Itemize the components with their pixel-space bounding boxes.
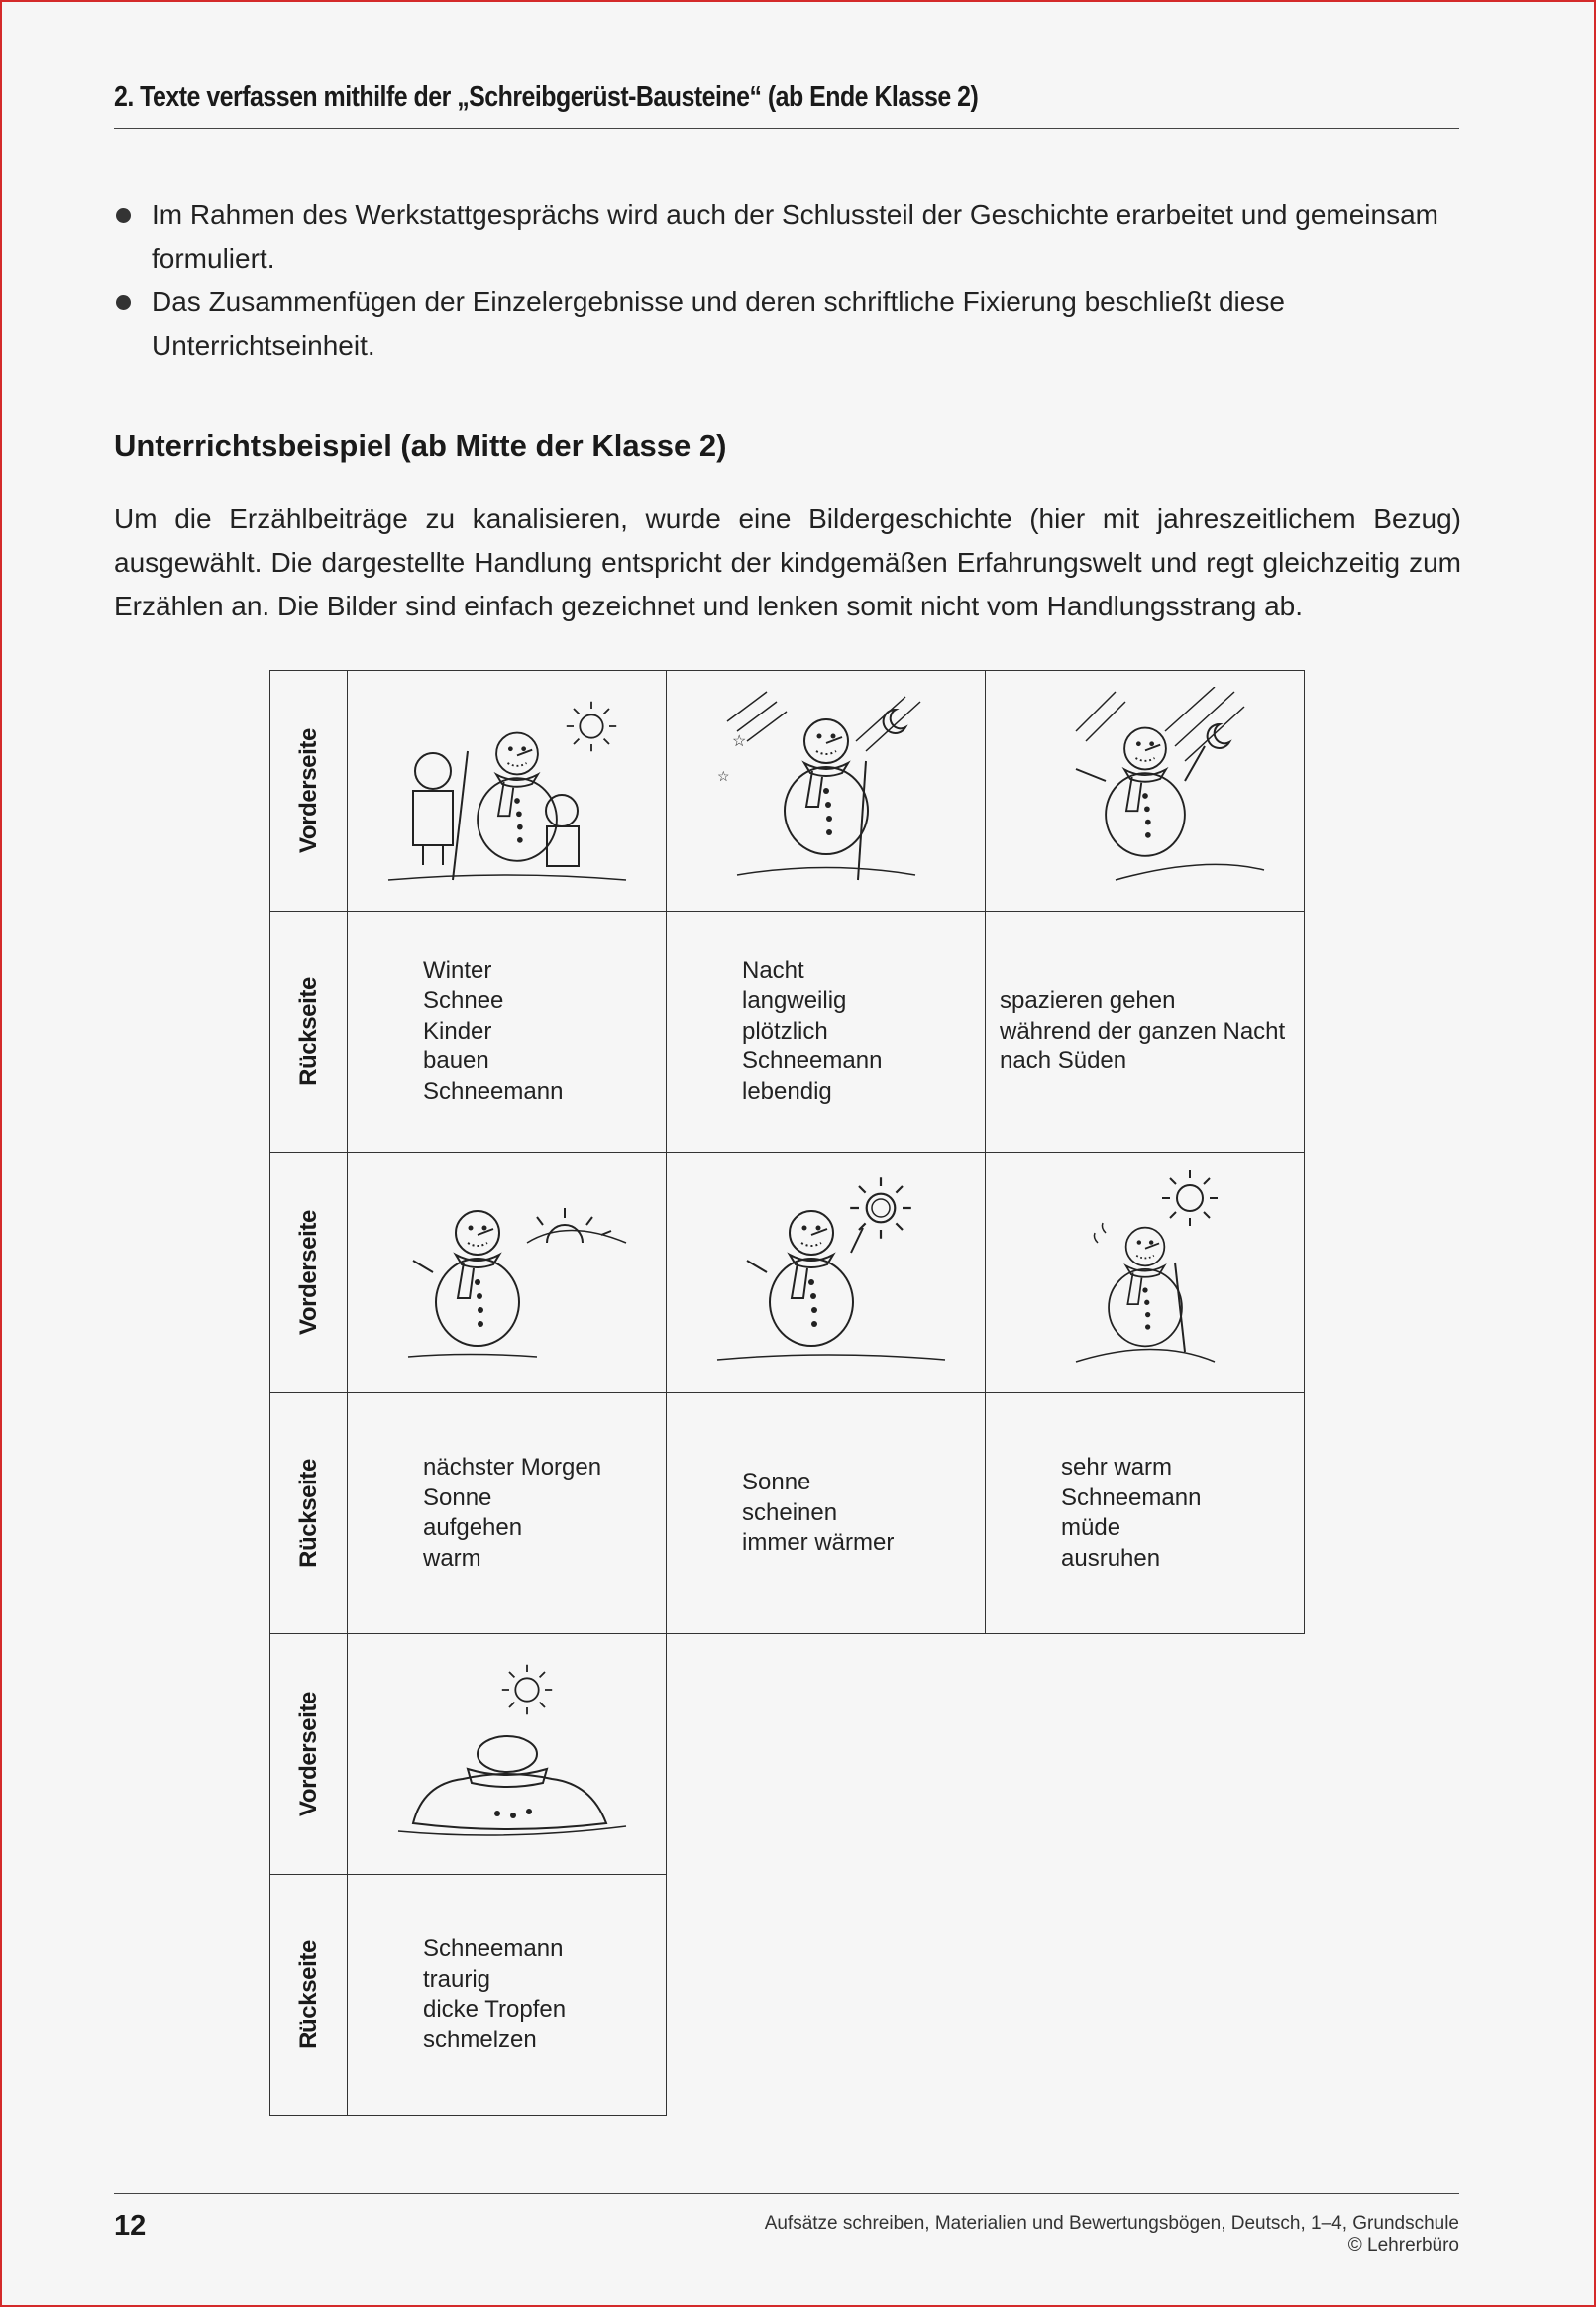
bullet-dot-icon xyxy=(116,295,131,310)
snowman-at-night-icon xyxy=(697,687,955,895)
keyword-line: während der ganzen Nacht xyxy=(1000,1017,1286,1044)
card-row-front-3 xyxy=(270,1634,1305,1875)
keyword-card xyxy=(348,1875,667,2116)
keyword-card xyxy=(986,912,1305,1153)
keyword-line: Schneemann xyxy=(423,1077,564,1105)
picture-card xyxy=(348,1634,667,1875)
keyword-line: Schneemann xyxy=(423,1935,564,1962)
keyword-card xyxy=(986,1393,1305,1634)
intro-paragraph: Um die Erzählbeiträge zu kanalisieren, wurde eine Bildergeschichte (hier mit jahreszeitlichem Bezug) ausgewählt. Die dargestellte Handlung entspricht der kindgemäßen Erfahrungswelt und regt gleichzeitig zum Erzählen an. Die Bilder sind einfach gezeichnet und lenken somit nicht vom Handlungsstrang ab. xyxy=(114,503,1461,621)
keyword-line: Schnee xyxy=(423,987,504,1015)
svg-text:☆: ☆ xyxy=(716,768,730,784)
keyword-line: Winter xyxy=(423,956,492,984)
keyword-line: dicke Tropfen xyxy=(423,1996,567,2023)
front-side-label: Vorderseite xyxy=(294,1210,322,1335)
keyword-line: Schneemann xyxy=(742,1047,883,1075)
keyword-line: sehr warm xyxy=(1061,1454,1173,1481)
keyword-line: nächster Morgen xyxy=(423,1454,602,1481)
picture-card xyxy=(348,671,667,912)
side-label-cell xyxy=(270,1153,348,1393)
keyword-line: Nacht xyxy=(742,956,804,984)
keyword-line: müde xyxy=(1061,1514,1121,1541)
keyword-line: plötzlich xyxy=(742,1017,828,1044)
keyword-line: lebendig xyxy=(742,1077,832,1105)
keyword-line: Sonne xyxy=(742,1469,811,1496)
running-header xyxy=(114,81,1459,129)
keyword-line: Schneemann xyxy=(1061,1483,1202,1511)
section-title: Unterrichtsbeispiel (ab Mitte der Klasse 2) xyxy=(114,428,727,463)
keyword-line: immer wärmer xyxy=(742,1529,895,1557)
keyword-card xyxy=(348,1393,667,1634)
svg-text:☆: ☆ xyxy=(731,733,746,750)
footer-copyright: © Lehrerbüro xyxy=(1347,2235,1459,2255)
card-row-back-1 xyxy=(270,912,1305,1153)
keyword-card xyxy=(667,1393,986,1634)
keyword-line: langweilig xyxy=(742,987,847,1015)
bullet-item xyxy=(114,193,1461,280)
keyword-card xyxy=(348,912,667,1153)
bullet-dot-icon xyxy=(116,208,131,223)
back-side-label: Rückseite xyxy=(294,1940,322,2049)
footer-divider xyxy=(114,2193,1459,2194)
front-side-label: Vorderseite xyxy=(294,728,322,853)
picture-card xyxy=(986,1153,1305,1393)
bullet-item xyxy=(114,280,1461,368)
picture-card xyxy=(986,671,1305,912)
snowman-sun-shining-icon xyxy=(697,1168,955,1376)
side-label-cell xyxy=(270,671,348,912)
side-label-cell xyxy=(270,1875,348,2116)
card-row-back-2 xyxy=(270,1393,1305,1634)
keyword-line: scheinen xyxy=(742,1498,838,1526)
bullet-text: Im Rahmen des Werkstattgesprächs wird auch der Schlussteil der Geschichte erarbeitet und gemeinsam formuliert. xyxy=(152,199,1438,274)
keyword-line: aufgehen xyxy=(423,1514,523,1541)
picture-card xyxy=(667,1153,986,1393)
snowman-melting-icon xyxy=(378,1650,636,1858)
bullet-text: Das Zusammenfügen der Einzelergebnisse und deren schriftliche Fixierung beschließt diese Unterrichtseinheit. xyxy=(152,286,1285,361)
empty-cell xyxy=(986,1875,1305,2116)
back-side-label: Rückseite xyxy=(294,1459,322,1568)
keyword-line: ausruhen xyxy=(1061,1544,1161,1572)
keyword-line: traurig xyxy=(423,1965,491,1993)
keyword-line: warm xyxy=(423,1544,481,1572)
snowman-tired-sun-icon xyxy=(1016,1168,1274,1376)
snowman-walking-at-night-icon xyxy=(1016,687,1274,895)
keyword-line: spazieren gehen xyxy=(1000,987,1176,1015)
keyword-line: nach Süden xyxy=(1000,1047,1127,1075)
page-number: 12 xyxy=(114,2210,147,2242)
card-row-front-2 xyxy=(270,1153,1305,1393)
footer-reference xyxy=(765,2213,1459,2256)
side-label-cell xyxy=(270,1393,348,1634)
side-label-cell xyxy=(270,1634,348,1875)
snowman-sunrise-icon xyxy=(378,1168,636,1376)
chapter-title: 2. Texte verfassen mithilfe der „Schreibgerüst-Bausteine“ (ab Ende Klasse 2) xyxy=(114,81,979,113)
empty-cell xyxy=(667,1875,986,2116)
back-side-label: Rückseite xyxy=(294,977,322,1086)
snowman-with-children-icon xyxy=(378,687,636,895)
empty-cell xyxy=(986,1634,1305,1875)
picture-card xyxy=(348,1153,667,1393)
footer-reference-line: Aufsätze schreiben, Materialien und Bewertungsbögen, Deutsch, 1–4, Grundschule xyxy=(764,2213,1459,2234)
picture-story-cards xyxy=(269,670,1305,2116)
keyword-card xyxy=(667,912,986,1153)
keyword-line: Sonne xyxy=(423,1483,492,1511)
side-label-cell xyxy=(270,912,348,1153)
empty-cell xyxy=(667,1634,986,1875)
keyword-line: Kinder xyxy=(423,1017,492,1044)
picture-card xyxy=(667,671,986,912)
card-row-back-3 xyxy=(270,1875,1305,2116)
card-row-front-1 xyxy=(270,671,1305,912)
front-side-label: Vorderseite xyxy=(294,1692,322,1816)
bullet-list xyxy=(114,193,1461,368)
keyword-line: schmelzen xyxy=(423,2026,537,2053)
keyword-line: bauen xyxy=(423,1047,489,1075)
